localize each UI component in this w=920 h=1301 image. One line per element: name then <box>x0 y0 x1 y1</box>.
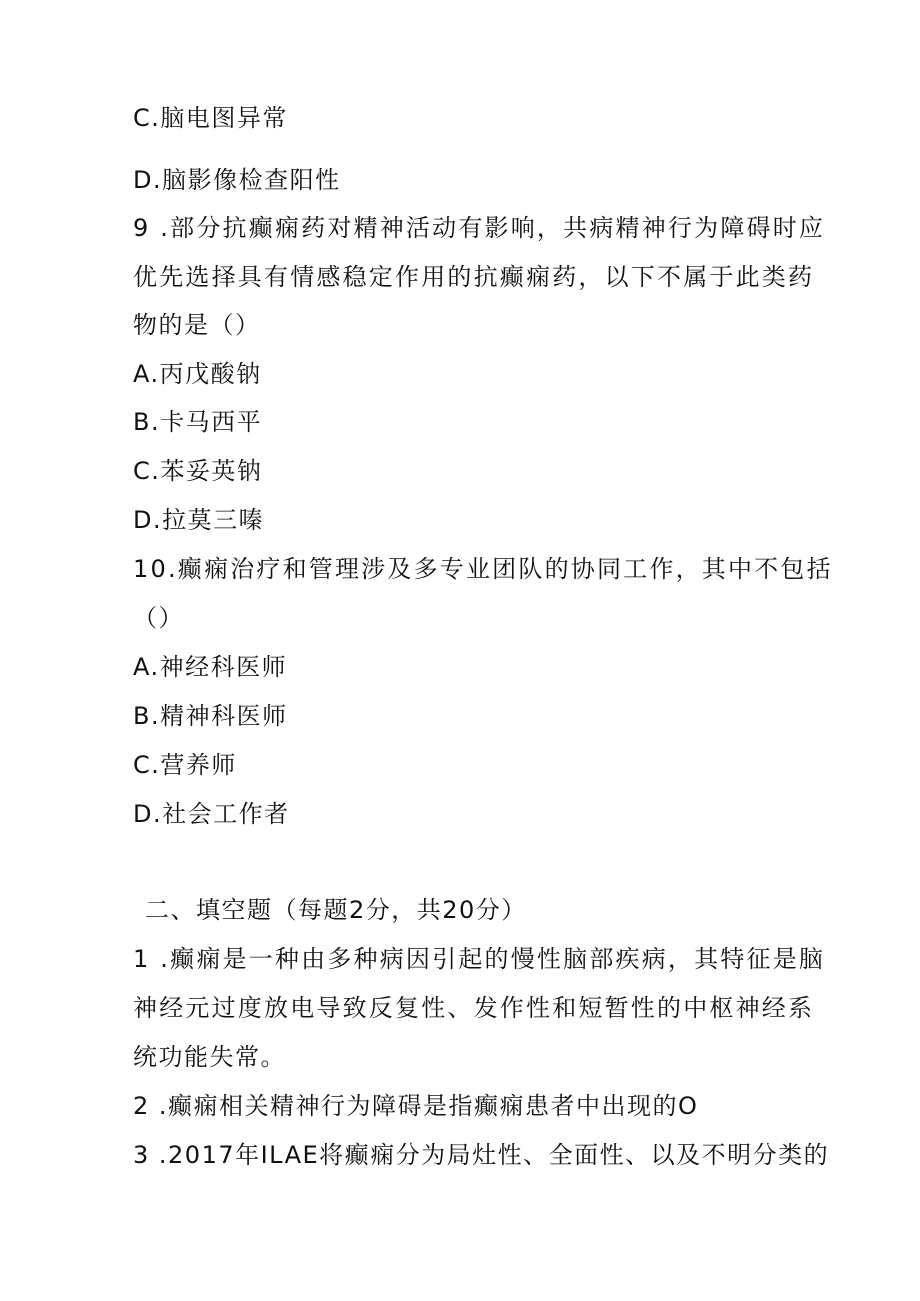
section-heading: 二、填空题（每题2分，共20分） <box>145 896 527 924</box>
question-10-line-1: 10.癫痫治疗和管理涉及多专业团队的协同工作，其中不包括 <box>133 555 833 583</box>
question-9-option-b: B.卡马西平 <box>133 408 263 436</box>
question-9-option-c: C.苯妥英钠 <box>133 457 263 485</box>
option-d-line: D.脑影像检查阳性 <box>133 166 341 194</box>
fill-1-line-3: 统功能失常。 <box>133 1043 286 1071</box>
question-10-line-2: （） <box>133 604 184 632</box>
question-9-line-3: 物的是（） <box>133 311 261 339</box>
question-10-option-a: A.神经科医师 <box>133 653 288 681</box>
question-9-line-1: 9 .部分抗癫痫药对精神活动有影响，共病精神行为障碍时应 <box>133 214 826 242</box>
fill-1-line-2: 神经元过度放电导致反复性、发作性和短暂性的中枢神经系 <box>133 994 815 1022</box>
fill-2-line-1: 2 .癫痫相关精神行为障碍是指癫痫患者中出现的O <box>133 1092 699 1120</box>
question-9-option-d: D.拉莫三嗪 <box>133 506 265 534</box>
question-9-option-a: A.丙戊酸钠 <box>133 360 262 388</box>
option-c-line: C.脑电图异常 <box>133 104 288 132</box>
question-9-line-2: 优先选择具有情感稳定作用的抗癫痫药，以下不属于此类药 <box>133 263 815 291</box>
fill-1-line-1: 1 .癫痫是一种由多种病因引起的慢性脑部疾病，其特征是脑 <box>133 945 826 973</box>
fill-3-line-1: 3 .2017年ILAE将癫痫分为局灶性、全面性、以及不明分类的 <box>133 1141 830 1169</box>
question-10-option-d: D.社会工作者 <box>133 800 290 828</box>
question-10-option-c: C.营养师 <box>133 751 237 779</box>
question-10-option-b: B.精神科医师 <box>133 702 288 730</box>
